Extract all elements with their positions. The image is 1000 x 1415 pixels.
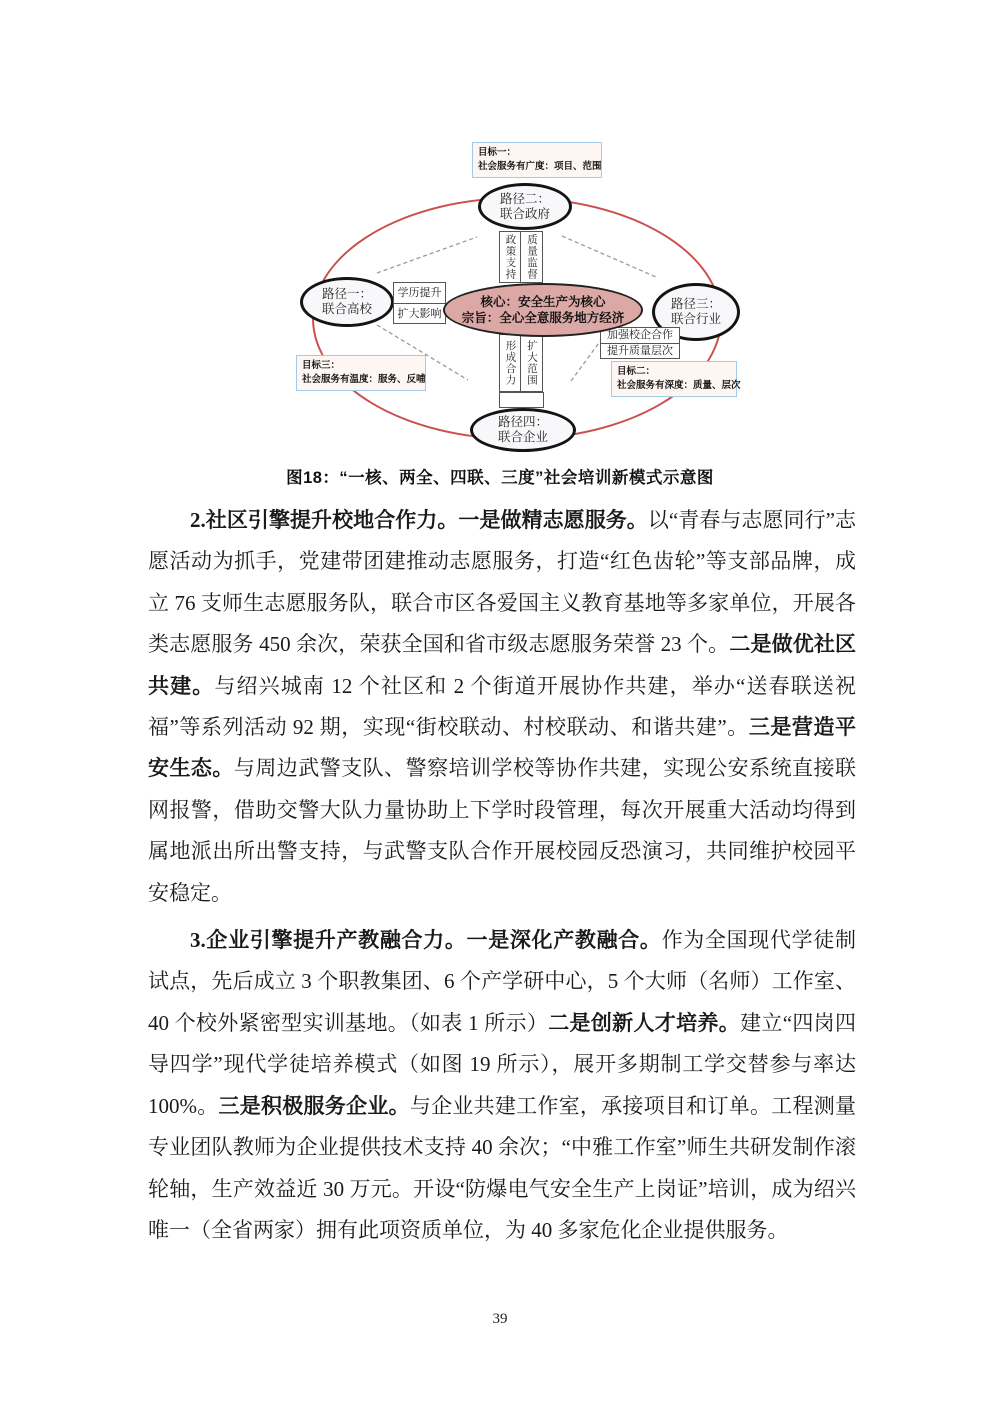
left-side-box (393, 282, 446, 324)
core-line2: 宗旨：全心全意服务地方经济 (461, 311, 625, 325)
paragraph-2 (148, 500, 856, 914)
expand-scope-column: 扩大范围 (521, 334, 543, 392)
core-line1: 核心：安全生产为核心 (480, 295, 606, 309)
body-text (148, 500, 856, 1251)
bottom-connector (499, 334, 543, 392)
path2-label: 联合政府 (499, 206, 550, 221)
path2-title: 路径二： (499, 191, 550, 206)
paragraph-3 (148, 920, 856, 1251)
figure-caption: 图18：“一核、两全、四联、三度”社会培训新模式示意图 (286, 469, 714, 487)
path1-ellipse (300, 277, 394, 327)
p2-heading: 2.社区引擎提升校地合作力。一是做精志愿服务。 (190, 508, 648, 532)
p3-heading-2: 二是创新人才培养。 (548, 1010, 741, 1035)
quality-level-cell: 提升质量层次 (601, 343, 679, 358)
path4-label: 联合企业 (497, 430, 548, 444)
goal2-title: 目标二： (617, 366, 656, 377)
goal3-box (296, 355, 426, 391)
page-number: 39 (492, 1311, 508, 1327)
degree-upgrade-cell: 学历提升 (397, 287, 442, 299)
top-connector (499, 231, 543, 283)
figure-18-diagram (0, 0, 1000, 500)
goal2-box (611, 361, 741, 397)
joint-force-column: 形成合力 (499, 334, 521, 392)
p2-text-3: 与周边武警支队、警察培训学校等协作共建，实现公安系统直接联网报警，借助交警大队力量协助上下学时段管理，每次开展重大活动均得到属地派出所出警支持，与武警支队合作开展校园反恐演习，共同维护校园平安稳定。 (148, 756, 856, 905)
goal1-box (472, 142, 602, 178)
goal2-desc: 社会服务有深度：质量、层次 (617, 380, 741, 391)
p3-heading: 3.企业引擎提升产教融合力。一是深化产教融合。 (190, 928, 662, 953)
quality-supervision-column: 质量监督 (521, 231, 543, 283)
path3-label: 联合行业 (670, 312, 721, 326)
p2-heading-3: 三是营造平安生态。 (148, 715, 856, 781)
right-side-box (600, 327, 680, 359)
path4-ellipse (470, 408, 576, 452)
goal3-title: 目标三： (302, 360, 341, 371)
p3-text-2: 建立“四岗四导四学”现代学徒培养模式（如图 19 所示），展开多期制工学交替参与率达 100%。 (148, 1010, 857, 1118)
p2-heading-2: 二是做优社区共建。 (148, 632, 857, 698)
path1-label: 联合高校 (321, 302, 372, 316)
path4-title: 路径四： (497, 415, 548, 429)
path3-title: 路径三： (670, 297, 721, 311)
goal3-desc: 社会服务有温度：服务、反哺 (302, 374, 426, 385)
p3-heading-3: 三是积极服务企业。 (218, 1093, 410, 1118)
expand-influence-cell: 扩大影响 (394, 303, 445, 323)
policy-support-column: 政策支持 (499, 231, 521, 283)
school-enterprise-cell: 加强校企合作 (607, 329, 673, 341)
goal1-desc: 社会服务有广度：项目、范围 (478, 161, 602, 172)
p2-text-1: 以“青春与志愿同行”志愿活动为抓手，党建带团建推动志愿服务，打造“红色齿轮”等支部品牌，成立 76 支师生志愿服务队，联合市区各爱国主义教育基地等多家单位，开展各类志愿服务 450 余次，荣获全国和省市级志愿服务荣誉 23 个。 (148, 508, 856, 657)
bottom-connector-stub (499, 392, 544, 408)
p3-text-1: 作为全国现代学徒制试点，先后成立 3 个职教集团、6 个产学研中心，5 个大师（名师）工作室、40 个校外紧密型实训基地。（如表 1 所示） (148, 928, 857, 1035)
path2-ellipse (478, 183, 572, 230)
goal1-title: 目标一： (478, 147, 517, 158)
p2-text-2: 与绍兴城南 12 个社区和 2 个街道开展协作共建，举办“送春联送祝福”等系列活动 92 期，实现“街校联动、村校联动、和谐共建”。 (148, 673, 857, 740)
path1-title: 路径一： (321, 287, 372, 301)
p3-text-3: 与企业共建工作室，承接项目和订单。工程测量专业团队教师为企业提供技术支持 40 余次；“中雅工作室”师生共研发制作滚轮轴，生产效益近 30 万元。开设“防爆电气安全生产上岗证”培训，成为绍兴唯一（全省两家）拥有此项资质单位，为 40 多家危化企业提供服务。 (148, 1093, 857, 1242)
core-ellipse (443, 283, 643, 337)
